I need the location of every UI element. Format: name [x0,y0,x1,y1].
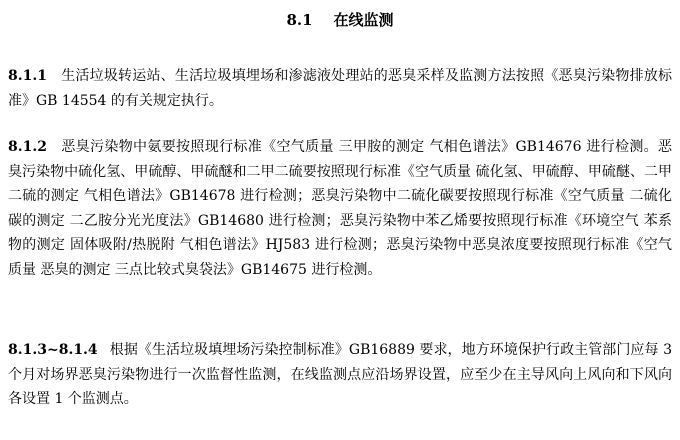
paragraph-8-1-3-to-8-1-4 [8,338,672,412]
clause-text: 恶臭污染物中氨要按照现行标准《空气质量 三甲胺的测定 气相色谱法》GB14676 进行检测。恶臭污染物中硫化氢、甲硫醇、甲硫醚和二甲二硫要按照现行标准《空气质量 硫化氢、甲硫醇、甲硫醚、二甲二硫的测定 气相色谱法》GB14678 进行检测；恶臭污染物中二硫化碳要按照现行标准《空气质量 二硫化碳的测定 二乙胺分光光度法》GB14680 进行检测；恶臭污染物中苯乙烯要按照现行标准《环境空气 苯系物的测定 固体吸附/热脱附 气相色谱法》HJ583 进行检测；恶臭污染物中恶臭浓度要按照现行标准《空气质量 恶臭的测定 三点比较式臭袋法》GB14675 进行检测。 [8,139,672,278]
paragraph-8-1-1 [8,64,672,113]
clause-text: 根据《生活垃圾填埋场污染控制标准》GB16889 要求，地方环境保护行政主管部门应每 3 个月对场界恶臭污染物进行一次监督性监测，在线监测点应沿场界设置，应至少在主导风向上风向和下风向各设置 1 个监测点。 [8,342,672,407]
section-heading [0,8,680,32]
clause-number: 8.1.1 [8,68,47,84]
clause-text: 生活垃圾转运站、生活垃圾填埋场和渗滤液处理站的恶臭采样及监测方法按照《恶臭污染物排放标准》GB 14554 的有关规定执行。 [8,68,672,109]
clause-number: 8.1.3~8.1.4 [8,342,98,358]
section-title: 在线监测 [333,11,394,29]
section-number: 8.1 [286,11,313,29]
clause-number: 8.1.2 [8,139,47,155]
paragraph-8-1-2 [8,135,672,282]
